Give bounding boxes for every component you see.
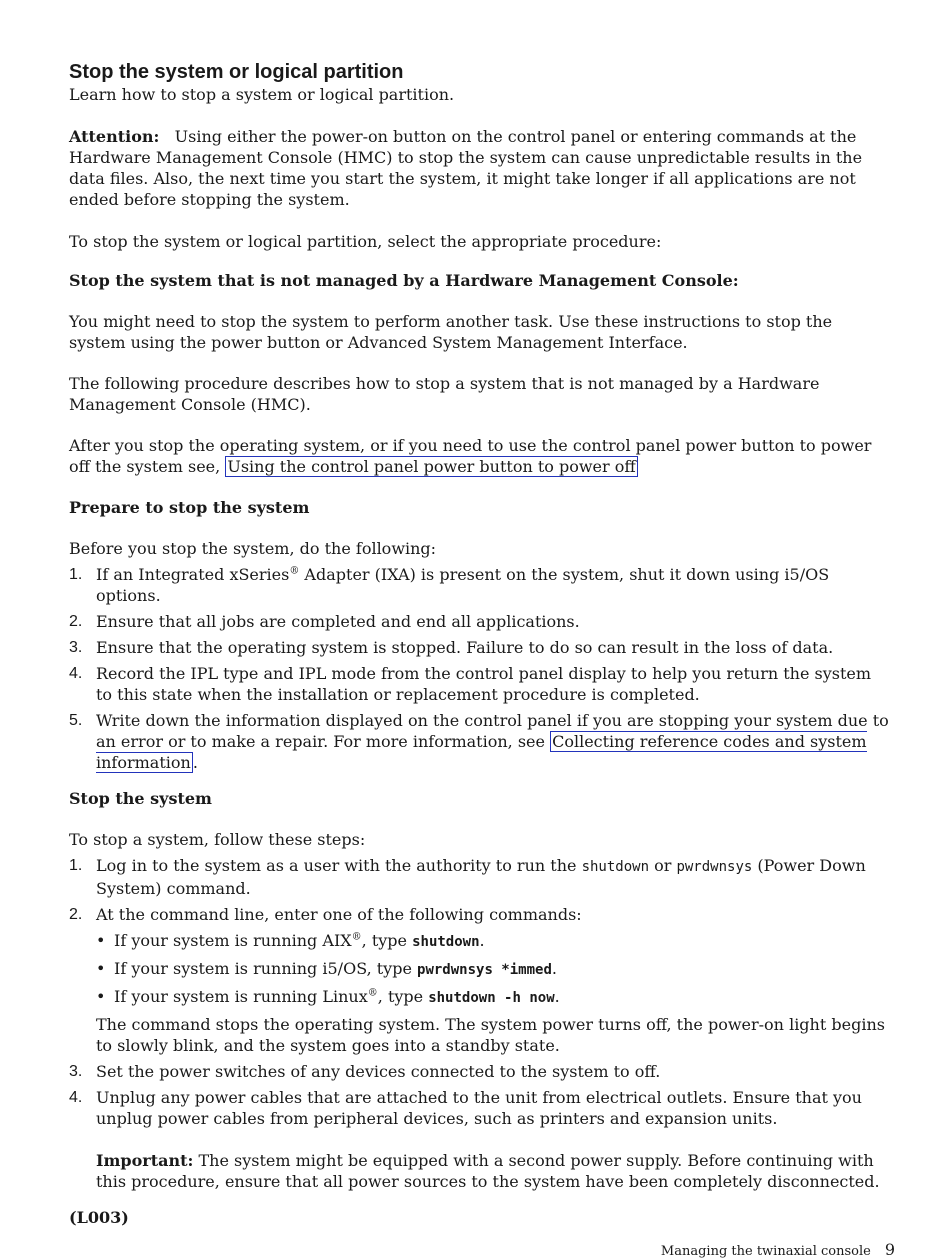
pwrdwnsys-command: pwrdwnsys	[676, 859, 753, 875]
stop-steps-list	[69, 855, 891, 1192]
step-text-end: Adapter (IXA) is present on the system, shut it down using i5/OS options.	[96, 565, 830, 605]
reference-codes-link[interactable]: Collecting reference codes and system information	[96, 732, 867, 772]
not-managed-p1: You might need to stop the system to perform another task. Use these instructions to stop the system using the power button or Advanced System Management Interface.	[69, 312, 833, 352]
step-text: Ensure that the operating system is stopped. Failure to do so can result in the loss of data.	[96, 638, 834, 657]
important-text: The system might be equipped with a second power supply. Before continuing with this procedure, ensure that all power sources to the system have been completely disconnected.	[96, 1151, 880, 1191]
aix-command: shutdown	[412, 934, 480, 950]
bullet-text-end: .	[554, 987, 560, 1006]
bullet-text-end: .	[479, 931, 485, 950]
list-item	[69, 855, 891, 899]
step-number: 3.	[69, 1063, 83, 1080]
i5os-command: pwrdwnsys *immed	[417, 962, 552, 978]
list-item	[69, 1061, 891, 1082]
page-footer	[661, 1240, 895, 1259]
step-text-end: (Power Down System) command.	[96, 856, 866, 898]
attention-paragraph	[69, 126, 891, 210]
step-text-or: or	[649, 856, 677, 875]
bullet-icon: •	[96, 987, 106, 1006]
stop-heading: Stop the system	[69, 789, 212, 808]
step-text: Write down the information displayed on the control panel if you are stopping your system due to an error or to make a repair. For more information, see	[96, 711, 889, 751]
step-text: Ensure that all jobs are completed and end all applications.	[96, 612, 580, 631]
bullet-text-type: , type	[361, 931, 413, 950]
not-managed-p2: The following procedure describes how to stop a system that is not managed by a Hardware Management Console (HMC).	[69, 374, 820, 414]
step-number: 4.	[69, 1089, 83, 1106]
step-text: At the command line, enter one of the following commands:	[96, 905, 582, 924]
page-title: Stop the system or logical partition	[69, 61, 404, 83]
bullet-text-type: , type	[377, 987, 429, 1006]
step-text: Unplug any power cables that are attached to the unit from electrical outlets. Ensure that you unplug power cables from peripheral devices, such as printers and expansion units.	[96, 1088, 862, 1128]
step-number: 2.	[69, 613, 83, 630]
step-number: 2.	[69, 906, 83, 923]
step-number: 4.	[69, 665, 83, 682]
intro-text: Learn how to stop a system or logical partition.	[69, 85, 455, 104]
bullet-icon: •	[96, 931, 106, 950]
list-item	[69, 904, 891, 1056]
step-text: Record the IPL type and IPL mode from the control panel display to help you return the system to this state when the installation or replacement procedure is completed.	[96, 664, 872, 704]
list-item	[69, 611, 891, 632]
bullet-item	[96, 958, 891, 981]
step-text: If an Integrated xSeries	[96, 565, 290, 584]
list-item	[69, 663, 891, 705]
bullet-text: If your system is running Linux	[114, 987, 368, 1006]
important-label: Important:	[96, 1151, 194, 1170]
registered-mark: ®	[351, 931, 362, 943]
code-label: (L003)	[69, 1208, 129, 1227]
step-text: Set the power switches of any devices connected to the system to off.	[96, 1062, 661, 1081]
step-number: 5.	[69, 712, 83, 729]
bullet-text: If your system is running AIX	[114, 931, 352, 950]
registered-mark: ®	[367, 987, 378, 999]
attention-text: Using either the power-on button on the control panel or entering commands at the Hardware Management Console (HMC) to stop the system can cause unpredictable results in the data files. Also, the next time you start the system, it might take longer if all applications are not ended before stopping the system.	[69, 127, 863, 209]
not-managed-heading: Stop the system that is not managed by a Hardware Management Console:	[69, 271, 739, 290]
bullet-text-end: .	[551, 959, 557, 978]
prepare-steps-list	[69, 564, 891, 773]
not-managed-p3-text: After you stop the operating system, or if you need to use the control panel power button to power off the system see,	[69, 436, 872, 476]
bullet-icon: •	[96, 959, 106, 978]
select-procedure-text: To stop the system or logical partition, select the appropriate procedure:	[69, 232, 662, 251]
step-number: 3.	[69, 639, 83, 656]
document-page	[69, 60, 891, 1228]
step-text-end: .	[192, 753, 198, 772]
linux-command: shutdown -h now	[428, 990, 555, 1006]
step-number: 1.	[69, 566, 83, 583]
step-text: Log in to the system as a user with the authority to run the	[96, 856, 582, 875]
important-paragraph	[96, 1150, 891, 1192]
bullet-text: If your system is running i5/OS, type	[114, 959, 418, 978]
prepare-intro: Before you stop the system, do the following:	[69, 539, 437, 558]
stop-intro: To stop a system, follow these steps:	[69, 830, 366, 849]
bullet-item	[96, 930, 891, 953]
page-number: 9	[884, 1240, 895, 1259]
list-item	[69, 564, 891, 606]
shutdown-command: shutdown	[581, 859, 649, 875]
command-result-text: The command stops the operating system. The system power turns off, the power-on light begins to slowly blink, and the system goes into a standby state.	[96, 1015, 885, 1055]
step-number: 1.	[69, 857, 83, 874]
command-bullet-list	[96, 930, 891, 1009]
power-off-link[interactable]: Using the control panel power button to power off	[227, 457, 636, 476]
attention-label: Attention:	[69, 127, 160, 146]
prepare-heading: Prepare to stop the system	[69, 498, 310, 517]
registered-mark: ®	[289, 565, 300, 577]
bullet-item	[96, 986, 891, 1009]
list-item	[69, 637, 891, 658]
list-item	[69, 710, 891, 773]
not-managed-p3	[69, 435, 891, 477]
list-item	[69, 1087, 891, 1192]
footer-title: Managing the twinaxial console	[660, 1244, 871, 1259]
